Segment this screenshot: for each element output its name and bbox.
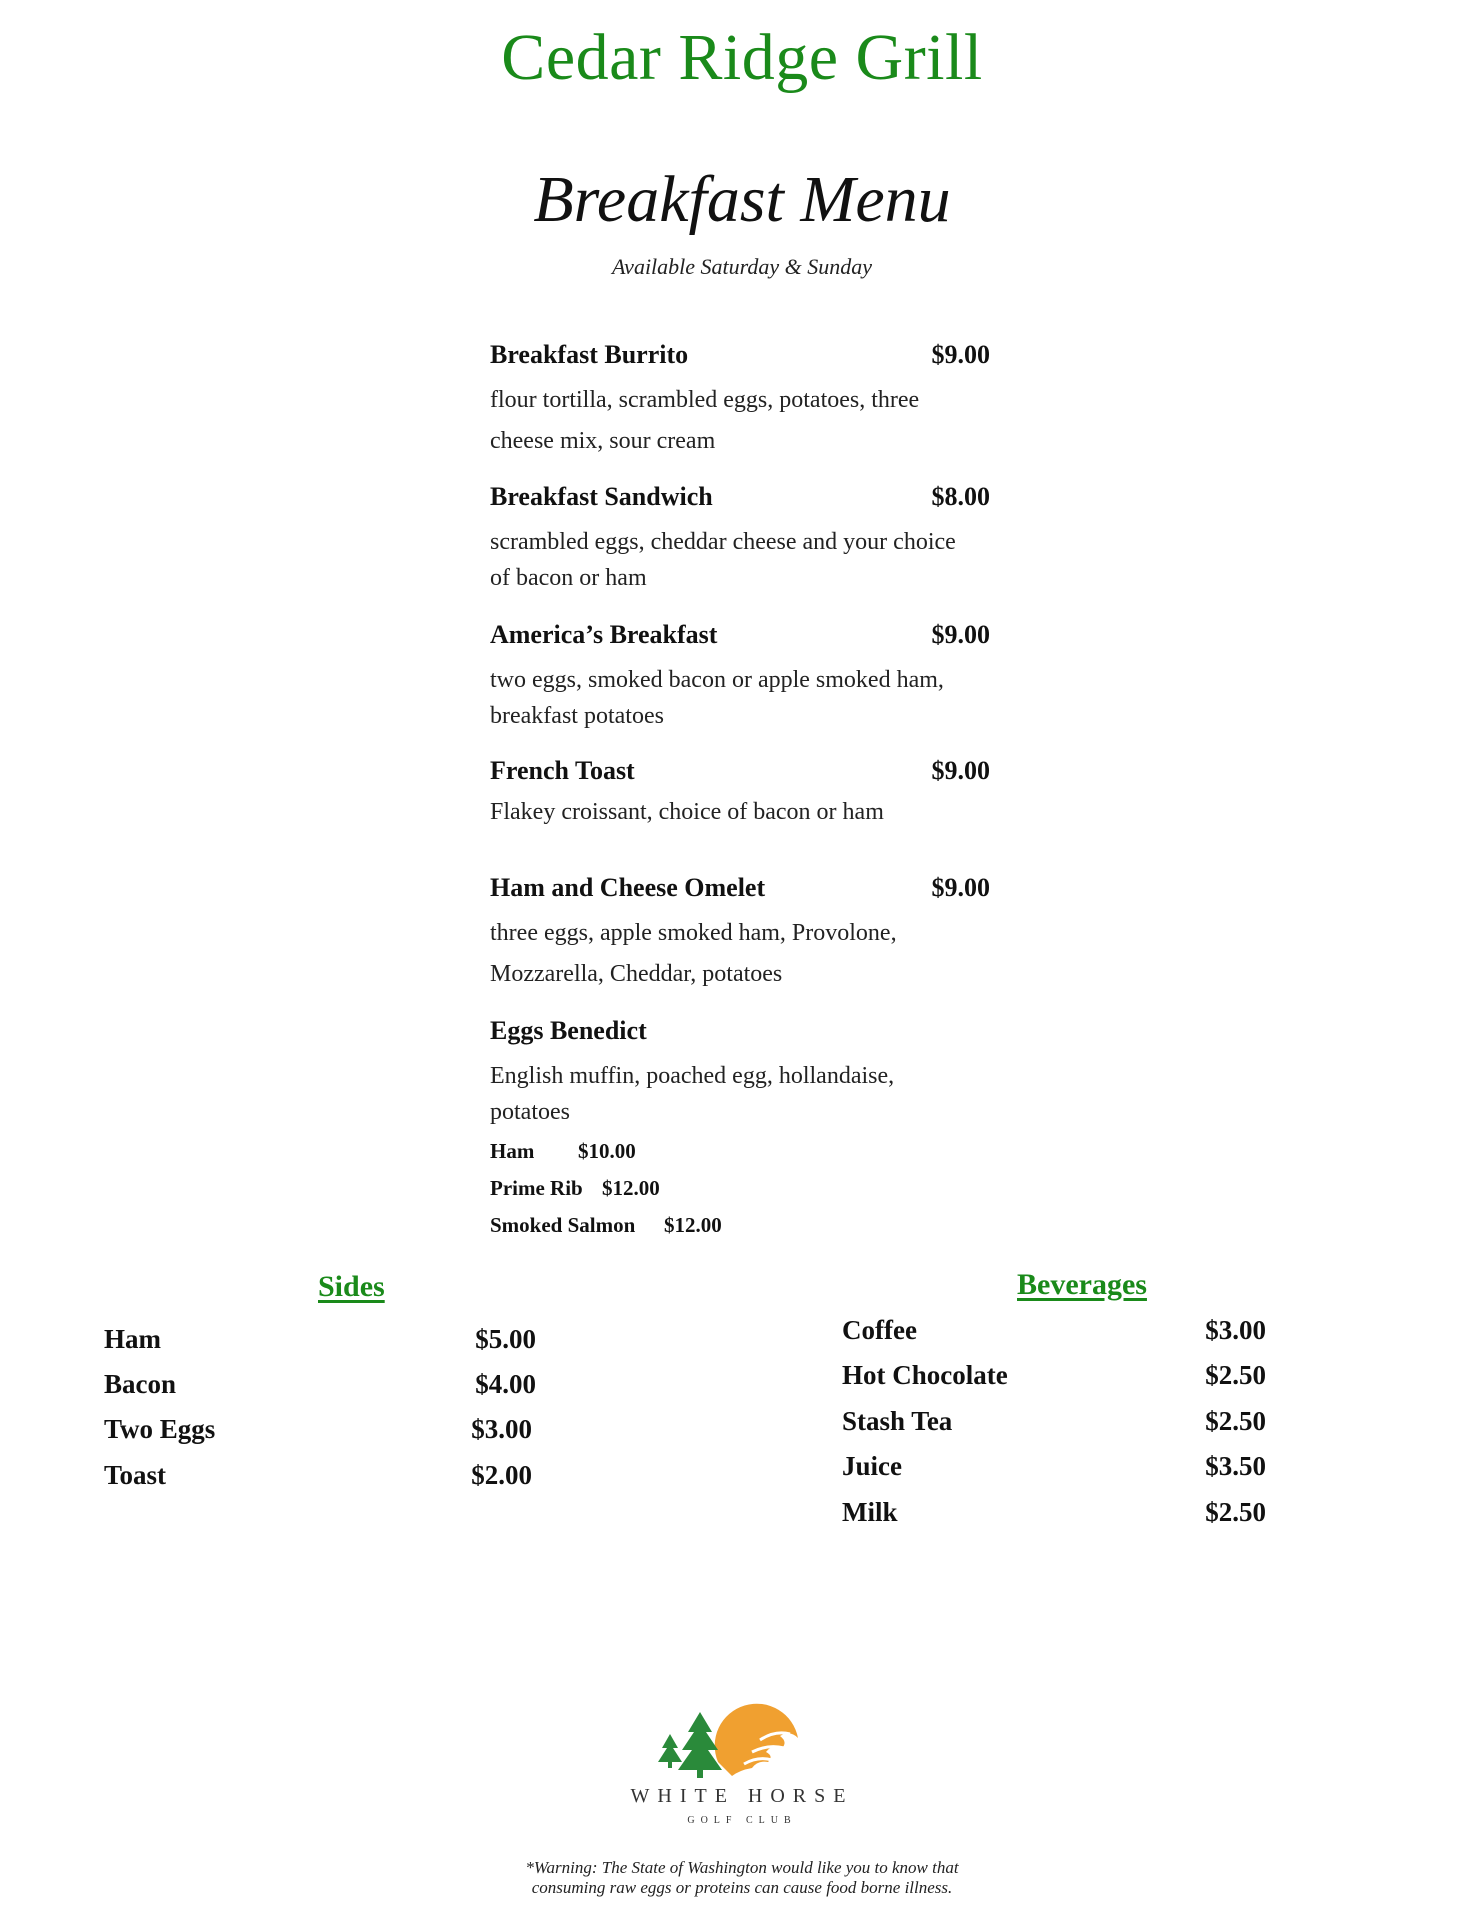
item-desc-line: two eggs, smoked bacon or apple smoked ham,	[490, 667, 944, 693]
beverages-heading: Beverages	[1017, 1268, 1147, 1301]
item-desc-line: three eggs, apple smoked ham, Provolone,	[490, 920, 897, 946]
option-name: Prime Rib	[490, 1176, 583, 1200]
item-name: Eggs Benedict	[490, 1016, 647, 1045]
item-description	[490, 1058, 995, 1130]
item-description	[490, 794, 995, 830]
benedict-option	[490, 1176, 660, 1201]
item-desc-line: English muffin, poached egg, hollandaise,	[490, 1063, 895, 1089]
item-description	[490, 662, 995, 734]
item-desc-line: potatoes	[490, 1099, 570, 1125]
beverage-name: Stash Tea	[842, 1406, 953, 1436]
item-price: $8.00	[931, 482, 990, 511]
warning-line: consuming raw eggs or proteins can cause food borne illness.	[531, 1878, 953, 1897]
beverage-name: Hot Chocolate	[842, 1360, 1008, 1390]
item-desc-line: breakfast potatoes	[490, 703, 664, 729]
item-price: $9.00	[931, 756, 990, 785]
beverage-name: Coffee	[842, 1315, 917, 1345]
beverage-price: $2.50	[1205, 1406, 1266, 1436]
option-price: $12.00	[602, 1176, 660, 1200]
food-safety-warning	[0, 1858, 1484, 1898]
side-price: $2.00	[471, 1460, 532, 1490]
item-desc-line: scrambled eggs, cheddar cheese and your choice	[490, 529, 956, 555]
benedict-option	[490, 1139, 636, 1164]
option-name: Smoked Salmon	[490, 1213, 636, 1237]
beverage-price: $3.00	[1205, 1315, 1266, 1345]
option-price: $12.00	[664, 1213, 722, 1237]
sides-heading: Sides	[318, 1270, 385, 1303]
item-name: Breakfast Burrito	[490, 340, 689, 369]
logo-subtitle: GOLF CLUB	[687, 1815, 797, 1826]
item-desc-line: Mozzarella, Cheddar, potatoes	[490, 961, 783, 987]
beverage-name: Juice	[842, 1451, 902, 1481]
side-name: Bacon	[104, 1369, 177, 1399]
option-price: $10.00	[578, 1139, 636, 1163]
side-name: Toast	[104, 1460, 167, 1490]
item-name: America’s Breakfast	[490, 620, 718, 649]
restaurant-name: Cedar Ridge Grill	[501, 21, 983, 94]
side-name: Ham	[104, 1324, 161, 1354]
item-desc-line: of bacon or ham	[490, 565, 647, 591]
availability-note: Available Saturday & Sunday	[611, 254, 873, 279]
item-description	[490, 913, 995, 995]
item-price: $9.00	[931, 873, 990, 902]
side-name: Two Eggs	[104, 1414, 216, 1444]
side-price: $4.00	[475, 1369, 536, 1399]
benedict-option	[490, 1213, 722, 1238]
beverage-name: Milk	[842, 1497, 898, 1527]
item-desc-line: flour tortilla, scrambled eggs, potatoes, three	[490, 387, 920, 413]
warning-line: *Warning: The State of Washington would like you to know that	[525, 1858, 959, 1877]
item-desc-line: Flakey croissant, choice of bacon or ham	[490, 799, 884, 825]
item-description	[490, 524, 995, 596]
logo-name: WHITE HORSE	[630, 1785, 854, 1807]
beverage-price: $2.50	[1205, 1497, 1266, 1527]
item-desc-line: cheese mix, sour cream	[490, 428, 716, 454]
side-price: $3.00	[471, 1414, 532, 1444]
sun-and-pine-trees-logo-icon	[640, 1690, 840, 1790]
beverage-price: $2.50	[1205, 1360, 1266, 1390]
side-price: $5.00	[475, 1324, 536, 1354]
item-description	[490, 380, 995, 462]
beverage-price: $3.50	[1205, 1451, 1266, 1481]
item-price: $9.00	[931, 620, 990, 649]
option-name: Ham	[490, 1139, 535, 1163]
item-name: Ham and Cheese Omelet	[490, 873, 766, 902]
item-name: French Toast	[490, 756, 635, 785]
item-price: $9.00	[931, 340, 990, 369]
menu-title: Breakfast Menu	[533, 163, 951, 236]
item-name: Breakfast Sandwich	[490, 482, 713, 511]
